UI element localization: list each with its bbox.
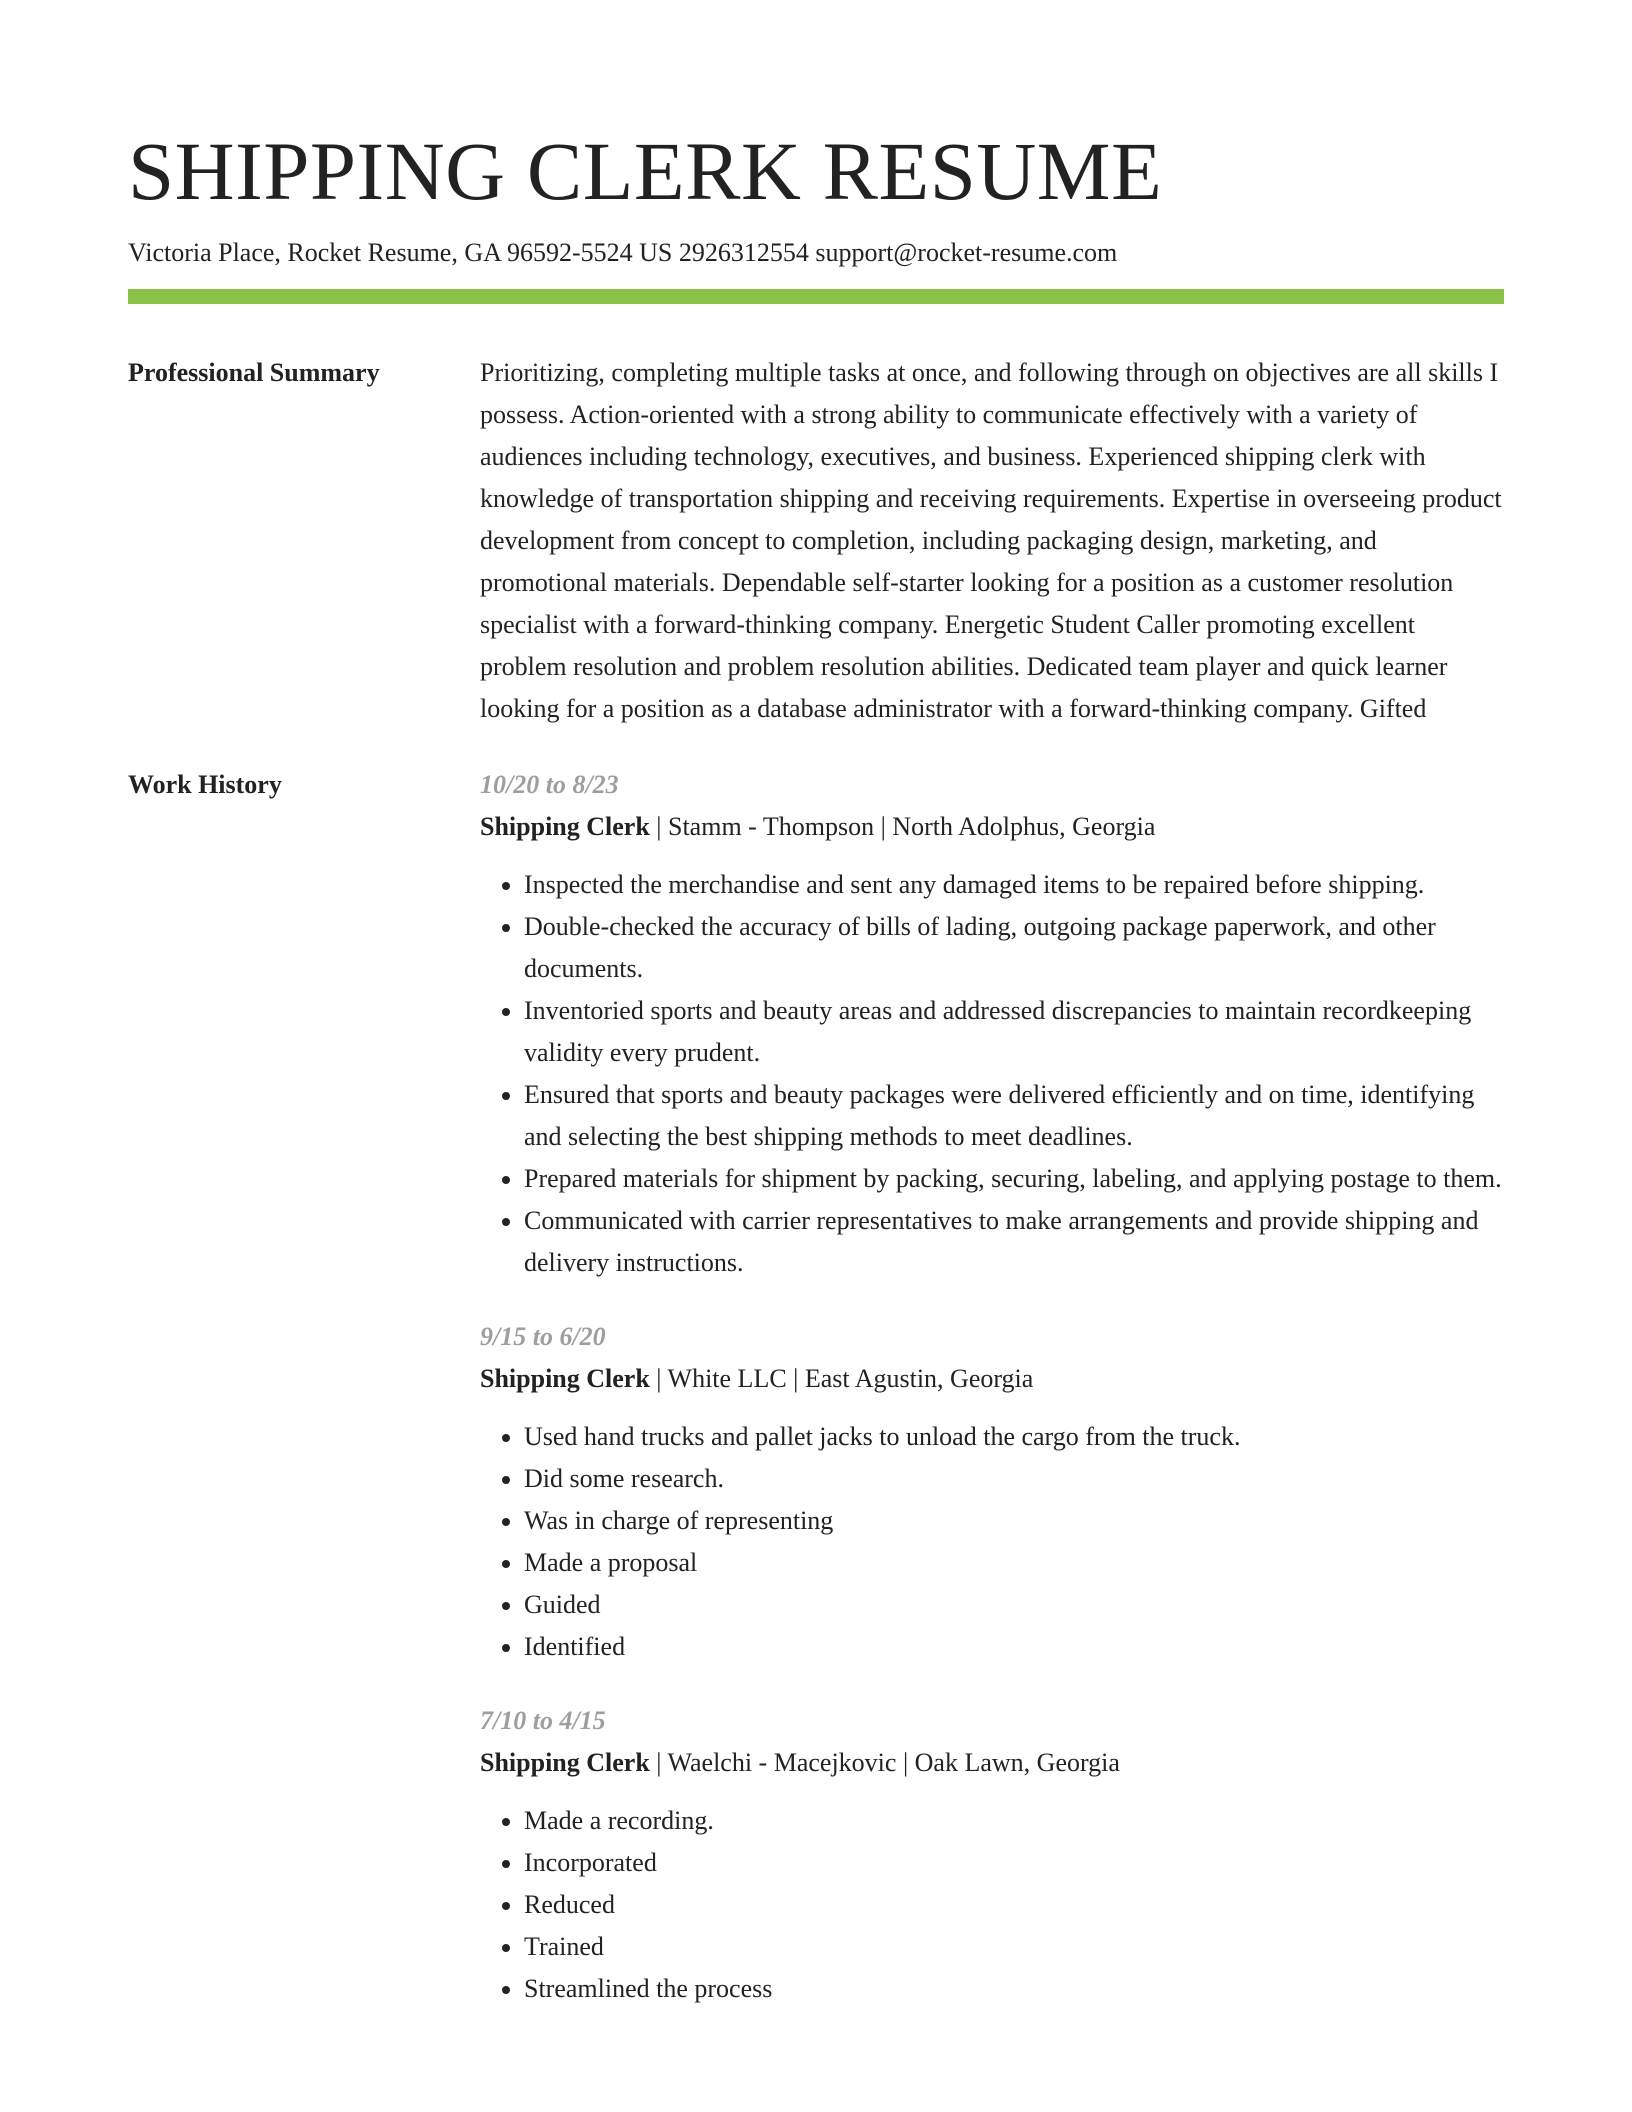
work-history-section <box>128 764 1504 2010</box>
job-dates: 7/10 to 4/15 <box>480 1706 606 1736</box>
job-bullets <box>480 1800 1504 2010</box>
job-bullet: • Ensured that sports and beauty packages were delivered efficiently and on time, identifying and selecting the best shipping methods to meet deadlines. <box>524 1074 1504 1158</box>
job-bullet: • Reduced <box>524 1884 1504 1926</box>
job-bullet: • Guided <box>524 1584 1504 1626</box>
job-heading <box>480 806 1504 848</box>
job-dates: 9/15 to 6/20 <box>480 1322 606 1352</box>
job-bullet: • Inventoried sports and beauty areas and addressed discrepancies to maintain recordkeeping validity every prudent. <box>524 990 1504 1074</box>
resume-title: SHIPPING CLERK RESUME <box>128 125 1163 217</box>
resume-page <box>128 120 1504 2010</box>
job-bullet: • Streamlined the process <box>524 1968 1504 2010</box>
job-bullet: • Made a recording. <box>524 1800 1504 1842</box>
job-details: | Waelchi - Macejkovic | Oak Lawn, Georgia <box>649 1748 1120 1778</box>
job-bullet: • Trained <box>524 1926 1504 1968</box>
job-details: | Stamm - Thompson | North Adolphus, Georgia <box>649 812 1156 842</box>
summary-heading: Professional Summary <box>128 358 380 388</box>
work-history-heading: Work History <box>128 770 282 800</box>
summary-text: Prioritizing, completing multiple tasks at once, and following through on objectives are all skills I possess. Action-oriented with a strong ability to communicate effectively with a variety of audiences including technology, executives, and business. Experienced shipping clerk with knowledge of transportation shipping and receiving requirements. Expertise in overseeing product development from concept to completion, including packaging design, marketing, and promotional materials. Dependable self-starter looking for a position as a customer resolution specialist with a forward-thinking company. Energetic Student Caller promoting excellent problem resolution and problem resolution abilities. Dedicated team player and quick learner looking for a position as a database administrator with a forward-thinking company. Gifted <box>480 358 1502 724</box>
job-bullets <box>480 864 1504 1284</box>
job-bullet: • Double-checked the accuracy of bills of lading, outgoing package paperwork, and other documents. <box>524 906 1504 990</box>
job-dates: 10/20 to 8/23 <box>480 770 619 800</box>
job-bullet: • Identified <box>524 1626 1504 1668</box>
job-bullet: • Used hand trucks and pallet jacks to unload the cargo from the truck. <box>524 1416 1504 1458</box>
job-bullet: • Incorporated <box>524 1842 1504 1884</box>
job-bullet: • Communicated with carrier representatives to make arrangements and provide shipping and delivery instructions. <box>524 1200 1504 1284</box>
job-title: Shipping Clerk <box>480 1748 650 1778</box>
work-history-list <box>480 764 1504 2010</box>
contact-line: Victoria Place, Rocket Resume, GA 96592-5524 US 2926312554 support@rocket-resume.com <box>128 238 1118 267</box>
job-entry <box>480 764 1504 1284</box>
job-entry <box>480 1700 1504 2010</box>
job-title: Shipping Clerk <box>480 1364 650 1394</box>
job-bullet: • Prepared materials for shipment by packing, securing, labeling, and applying postage to them. <box>524 1158 1504 1200</box>
accent-divider <box>128 289 1504 304</box>
job-bullet: • Was in charge of representing <box>524 1500 1504 1542</box>
job-bullet: • Did some research. <box>524 1458 1504 1500</box>
job-bullet: • Inspected the merchandise and sent any damaged items to be repaired before shipping. <box>524 864 1504 906</box>
job-bullet: • Made a proposal <box>524 1542 1504 1584</box>
summary-section <box>128 352 1504 730</box>
job-details: | White LLC | East Agustin, Georgia <box>649 1364 1034 1394</box>
job-bullets <box>480 1416 1504 1668</box>
job-heading <box>480 1358 1504 1400</box>
job-heading <box>480 1742 1504 1784</box>
job-entry <box>480 1316 1504 1668</box>
job-title: Shipping Clerk <box>480 812 650 842</box>
